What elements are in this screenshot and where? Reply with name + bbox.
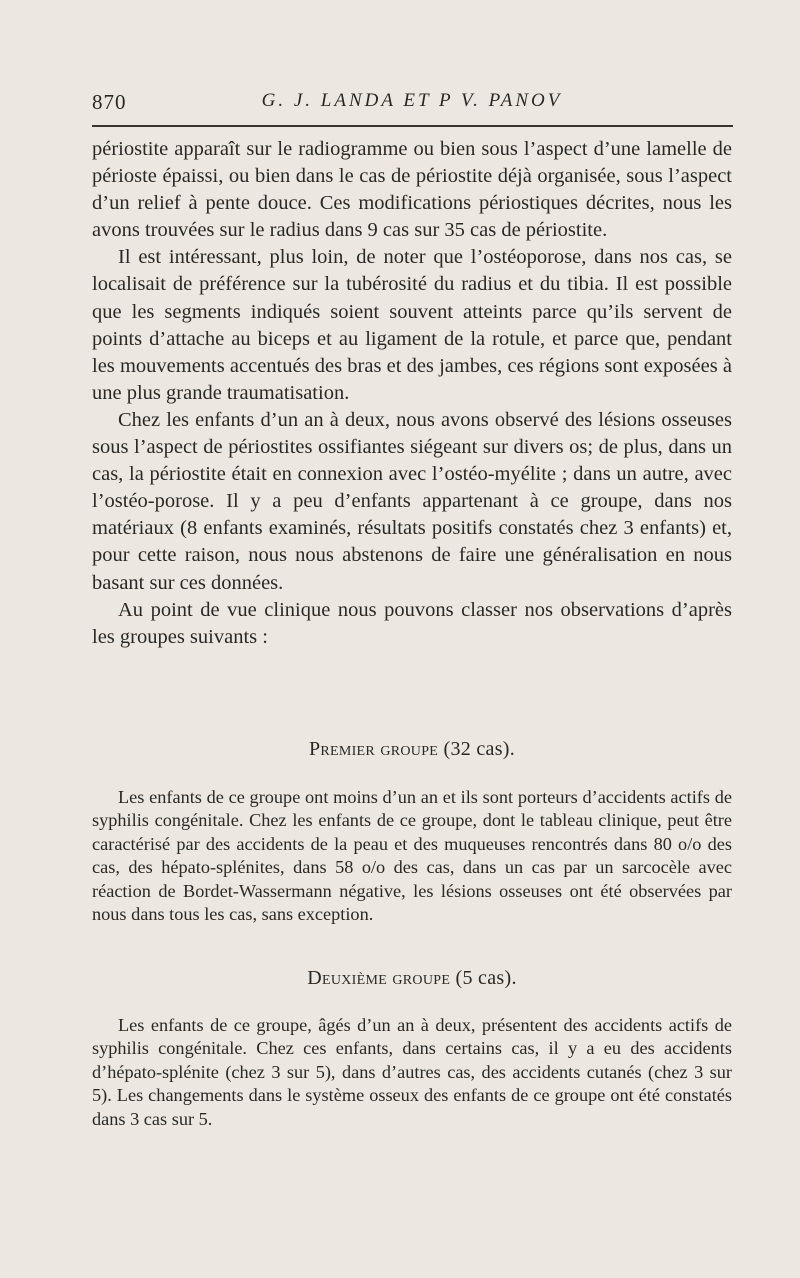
section-heading-1-count: (32 cas).	[443, 738, 516, 760]
page-number: 870	[92, 90, 127, 114]
paragraph-4: Au point de vue clinique nous pouvons classer nos observations d’après les groupes suivants :	[92, 598, 732, 648]
header-rule	[92, 125, 733, 127]
section-1	[92, 786, 732, 926]
section-heading-2	[92, 967, 732, 990]
section-2-text: Les enfants de ce groupe, âgés d’un an à deux, présentent des accidents actifs de syphilis congénitale. Chez ces enfants, dans certains cas, il y a eu des accidents d’hépato-splénite (chez 3 sur 5), dans d’autres cas, des accidents cutanés (chez 3 sur 5). Les changements dans le système osseux des enfants de ce groupe ont été constatés dans 3 cas sur 5.	[92, 1015, 732, 1129]
section-heading-2-count: (5 cas).	[455, 967, 517, 989]
body-text	[92, 136, 732, 651]
section-1-text: Les enfants de ce groupe ont moins d’un an et ils sont porteurs d’accidents actifs de syphilis congénitale. Chez les enfants de ce groupe, dont le tableau clinique, peut être caractérisé par des accidents de la peau et des muqueuses rencontrés dans 80 o/o des cas, des hépato-splénites, dans 58 o/o des cas, dans un cas par un sarcocèle avec réaction de Bordet-Wassermann négative, les lésions osseuses ont été observées par nous dans tous les cas, sans exception.	[92, 787, 732, 925]
section-heading-1	[92, 738, 732, 761]
paragraph-3: Chez les enfants d’un an à deux, nous avons observé des lésions osseuses sous l’aspect de périostites ossifiantes siégeant sur divers os; de plus, dans un cas, la périostite était en connexion avec l’ostéo-myélite ; dans un autre, avec l’ostéo-porose. Il y a peu d’enfants appartenant à ce groupe, dans nos matériaux (8 enfants examinés, résultats positifs constatés chez 3 enfants) et, pour cette raison, nous nous abstenons de faire une généralisation en nous basant sur ces données.	[92, 408, 732, 594]
page-header	[92, 90, 732, 118]
paragraph-2: Il est intéressant, plus loin, de noter que l’ostéoporose, dans nos cas, se localisait de préférence sur la tubérosité du radius et du tibia. Il est possible que les segments indiqués soient souvent atteints parce qu’ils servent de points d’attache au biceps et au ligament de la rotule, et parce que, pendant les mouvements accentués des bras et des jambes, ces régions sont exposées à une plus grande traumatisation.	[92, 246, 732, 404]
section-2	[92, 1014, 732, 1131]
running-title: G. J. LANDA ET P V. PANOV	[261, 90, 563, 111]
section-heading-2-title: Deuxième groupe	[307, 967, 451, 989]
paragraph-1: périostite apparaît sur le radiogramme ou bien sous l’aspect d’une lamelle de périoste épaissi, ou bien dans le cas de périostite déjà organisée, sous l’aspect d’un relief à pente douce. Ces modifications périostiques décrites, nous les avons trouvées sur le radius dans 9 cas sur 35 cas de périostite.	[92, 138, 732, 242]
section-heading-1-title: Premier groupe	[308, 738, 439, 760]
